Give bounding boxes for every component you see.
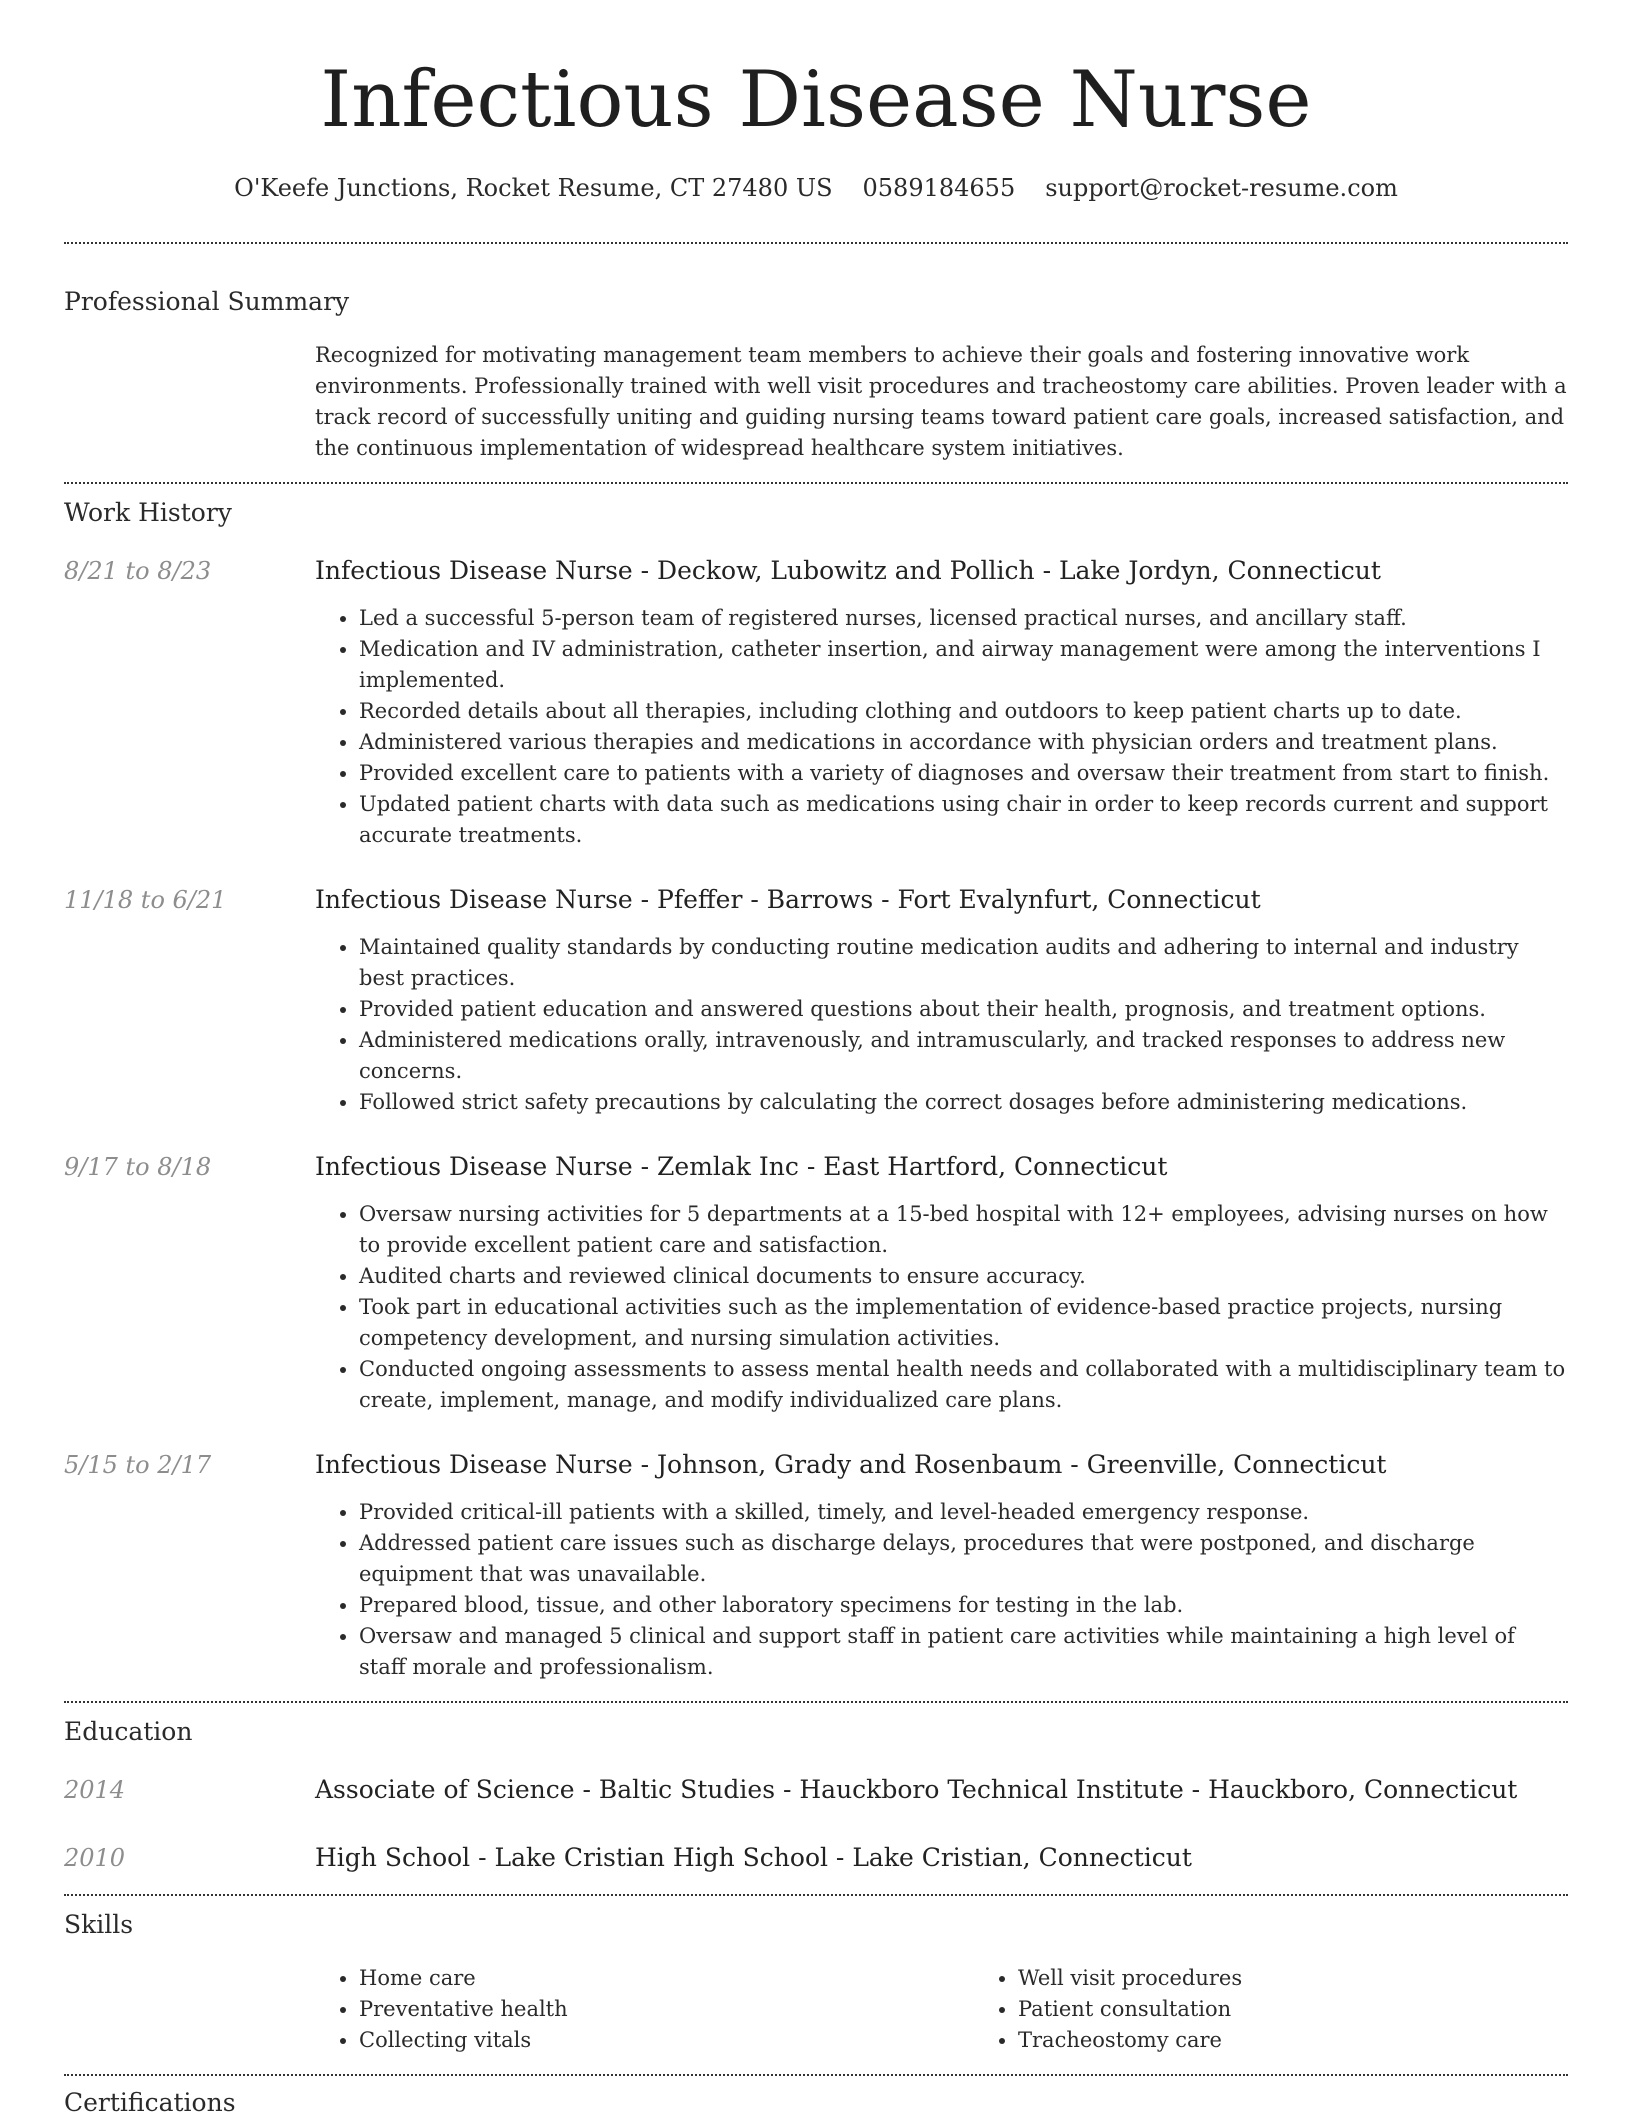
section-divider (64, 1701, 1568, 1703)
job-bullets (315, 932, 1568, 1118)
education-year: 2014 (64, 1776, 126, 1804)
resume-name-title: Infectious Disease Nurse (320, 55, 1312, 145)
contact-email: support@rocket-resume.com (1045, 174, 1398, 202)
list-item: • Followed strict safety precautions by calculating the correct dosages before administering medications. (359, 1087, 1568, 1118)
list-item: • Provided critical-ill patients with a skilled, timely, and level-headed emergency response. (359, 1497, 1568, 1528)
list-item: • Tracheostomy care (1018, 2025, 1632, 2056)
job-entry (64, 1151, 1568, 1416)
list-item: • Collecting vitals (359, 2025, 974, 2056)
job-heading: Infectious Disease Nurse - Pfeffer - Barrows - Fort Evalynfurt, Connecticut (315, 885, 1261, 914)
list-item: • Administered medications orally, intravenously, and intramuscularly, and tracked responses to address new concerns. (359, 1025, 1568, 1087)
list-item: • Medication and IV administration, catheter insertion, and airway management were among the interventions I implemented. (359, 634, 1568, 696)
work-history-section-title: Work History (64, 498, 232, 527)
job-bullets (315, 1497, 1568, 1683)
job-dates: 8/21 to 8/23 (64, 557, 212, 585)
certifications-section-title: Certifications (64, 2088, 236, 2117)
section-divider (64, 242, 1568, 244)
list-item: • Administered various therapies and medications in accordance with physician orders and treatment plans. (359, 727, 1568, 758)
contact-line (64, 172, 1568, 204)
section-divider (64, 1894, 1568, 1896)
list-item: • Patient consultation (1018, 1994, 1632, 2025)
list-item: • Provided excellent care to patients with a variety of diagnoses and oversaw their treatment from start to finish. (359, 758, 1568, 789)
skills-grid (315, 1963, 1632, 2056)
job-bullets (315, 603, 1568, 851)
list-item: • Conducted ongoing assessments to assess mental health needs and collaborated with a multidisciplinary team to create, implement, manage, and modify individualized care plans. (359, 1354, 1568, 1416)
job-dates: 11/18 to 6/21 (64, 886, 227, 914)
list-item: • Audited charts and reviewed clinical documents to ensure accuracy. (359, 1261, 1568, 1292)
job-entry (64, 555, 1568, 851)
job-entry (64, 884, 1568, 1118)
summary-text: Recognized for motivating management team members to achieve their goals and fostering innovative work environments. Professionally trained with well visit procedures and tracheostomy care abilities. Proven leader with a track record of successfully uniting and guiding nursing teams toward patient care goals, increased satisfaction, and the continuous implementation of widespread healthcare system initiatives. (315, 343, 1567, 460)
job-heading: Infectious Disease Nurse - Johnson, Grady and Rosenbaum - Greenville, Connecticut (315, 1450, 1387, 1479)
contact-address: O'Keefe Junctions, Rocket Resume, CT 27480 US (234, 174, 833, 202)
education-year: 2010 (64, 1844, 126, 1872)
list-item: • Oversaw and managed 5 clinical and support staff in patient care activities while maintaining a high level of staff morale and professionalism. (359, 1621, 1568, 1683)
skills-list-right (974, 1963, 1632, 2056)
resume-page (64, 0, 1568, 2119)
list-item: • Well visit procedures (1018, 1963, 1632, 1994)
list-item: • Addressed patient care issues such as discharge delays, procedures that were postponed, and discharge equipment that was unavailable. (359, 1528, 1568, 1590)
section-divider (64, 482, 1568, 484)
job-entry (64, 1449, 1568, 1683)
summary-section-title: Professional Summary (64, 287, 350, 316)
list-item: • Preventative health (359, 1994, 974, 2025)
education-heading: High School - Lake Cristian High School - Lake Cristian, Connecticut (315, 1843, 1192, 1872)
list-item: • Provided patient education and answered questions about their health, prognosis, and treatment options. (359, 994, 1568, 1025)
list-item: • Prepared blood, tissue, and other laboratory specimens for testing in the lab. (359, 1590, 1568, 1621)
education-heading: Associate of Science - Baltic Studies - Hauckboro Technical Institute - Hauckboro, Connecticut (315, 1775, 1518, 1804)
list-item: • Recorded details about all therapies, including clothing and outdoors to keep patient charts up to date. (359, 696, 1568, 727)
skills-list-left (315, 1963, 974, 2056)
job-heading: Infectious Disease Nurse - Deckow, Lubowitz and Pollich - Lake Jordyn, Connecticut (315, 556, 1381, 585)
education-entry (64, 1842, 1568, 1874)
contact-phone: 0589184655 (862, 174, 1016, 202)
job-bullets (315, 1199, 1568, 1416)
education-entry (64, 1774, 1568, 1806)
list-item: • Took part in educational activities such as the implementation of evidence-based practice projects, nursing competency development, and nursing simulation activities. (359, 1292, 1568, 1354)
list-item: • Oversaw nursing activities for 5 departments at a 15-bed hospital with 12+ employees, advising nurses on how to provide excellent patient care and satisfaction. (359, 1199, 1568, 1261)
list-item: • Updated patient charts with data such as medications using chair in order to keep records current and support accurate treatments. (359, 789, 1568, 851)
summary-row (64, 340, 1568, 464)
job-heading: Infectious Disease Nurse - Zemlak Inc - East Hartford, Connecticut (315, 1152, 1168, 1181)
section-divider (64, 2074, 1568, 2076)
job-dates: 9/17 to 8/18 (64, 1153, 212, 1181)
skills-row (64, 1963, 1568, 2056)
list-item: • Home care (359, 1963, 974, 1994)
education-section-title: Education (64, 1717, 193, 1746)
list-item: • Maintained quality standards by conducting routine medication audits and adhering to internal and industry best practices. (359, 932, 1568, 994)
job-dates: 5/15 to 2/17 (64, 1451, 212, 1479)
skills-section-title: Skills (64, 1910, 134, 1939)
list-item: • Led a successful 5-person team of registered nurses, licensed practical nurses, and ancillary staff. (359, 603, 1568, 634)
